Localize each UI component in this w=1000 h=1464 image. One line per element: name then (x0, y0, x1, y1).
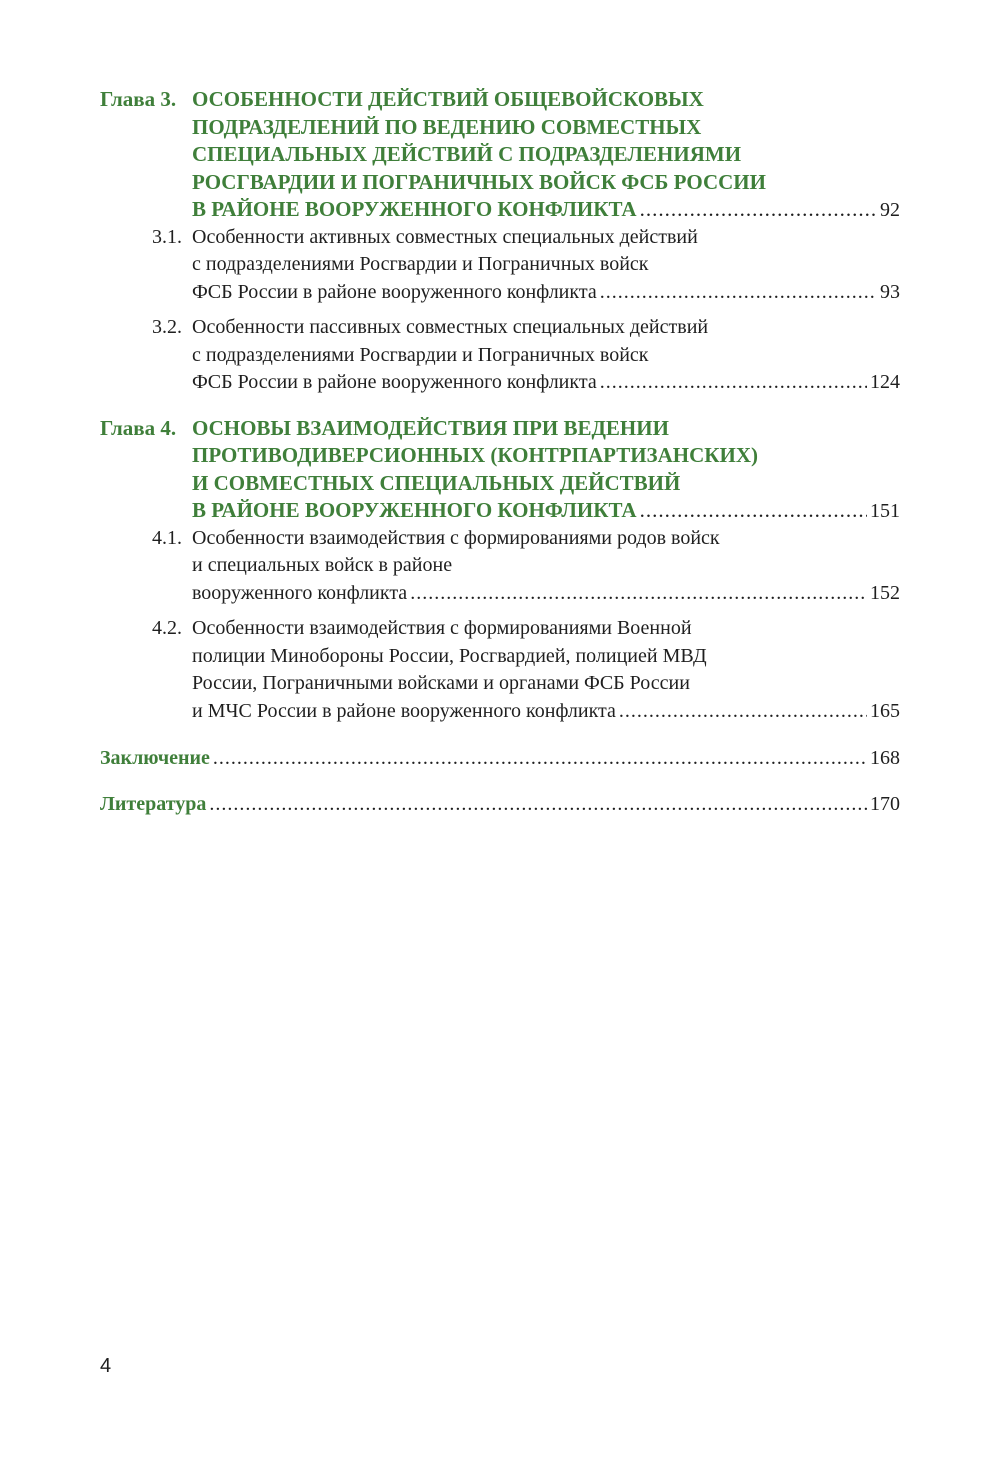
page-ref: 92 (880, 199, 900, 221)
chapter-label: Глава 4. (100, 415, 177, 440)
section-number: 3.2. (152, 316, 182, 338)
toc-chapter-4[interactable] (100, 415, 900, 525)
chapter-title-line: ПРОТИВОДИВЕРСИОННЫХ (КОНТРПАРТИЗАНСКИХ) (192, 443, 759, 467)
section-title-last-line (192, 698, 900, 726)
section-title-line: Особенности взаимодействия с формированиями Военной (192, 617, 692, 639)
toc-section-3-2[interactable] (100, 314, 900, 397)
chapter-title-line: РОСГВАРДИИ И ПОГРАНИЧНЫХ ВОЙСК ФСБ РОССИИ (192, 169, 766, 194)
dot-leader (600, 279, 877, 307)
section-number: 4.1. (152, 526, 182, 549)
section-title-line: вооруженного конфликта (192, 581, 408, 604)
page-ref: 170 (870, 792, 900, 815)
page-ref: 165 (870, 699, 900, 722)
page-ref: 124 (870, 371, 900, 393)
dot-leader (640, 196, 877, 224)
section-title-line: и МЧС России в районе вооруженного конфликта (192, 699, 616, 722)
chapter-title-line: В РАЙОНЕ ВООРУЖЕННОГО КОНФЛИКТА (192, 197, 637, 221)
dot-leader (213, 745, 867, 773)
chapter-title-last-line (192, 196, 900, 224)
section-title (192, 525, 900, 608)
section-title-line: Особенности взаимодействия с формированиями родов войск (192, 526, 720, 549)
dot-leader (640, 497, 867, 525)
chapter-title-line: ОСОБЕННОСТИ ДЕЙСТВИЙ ОБЩЕВОЙСКОВЫХ (192, 87, 704, 111)
section-title-line: Особенности пассивных совместных специальных действий (192, 316, 709, 338)
chapter-title-line: ОСНОВЫ ВЗАИМОДЕЙСТВИЯ ПРИ ВЕДЕНИИ (192, 415, 669, 440)
chapter-title-line: И СОВМЕСТНЫХ СПЕЦИАЛЬНЫХ ДЕЙСТВИЙ (192, 470, 681, 495)
toc-section-3-1[interactable] (100, 224, 900, 307)
dot-leader (600, 369, 867, 397)
section-title-last-line (192, 580, 900, 608)
chapter-label: Глава 3. (100, 87, 177, 111)
section-title (192, 224, 900, 307)
table-of-contents (100, 86, 900, 818)
section-title-line: ФСБ России в районе вооруженного конфликта (192, 280, 597, 303)
section-title-last-line (192, 369, 900, 397)
section-title-line: ФСБ России в районе вооруженного конфликта (192, 371, 597, 393)
toc-conclusion[interactable] (100, 745, 900, 773)
page-ref: 93 (880, 280, 900, 303)
dot-leader (209, 791, 867, 819)
toc-section-4-1[interactable] (100, 525, 900, 608)
page-ref: 151 (870, 500, 900, 522)
page-number: 4 (100, 1355, 112, 1377)
chapter-title-last-line (192, 497, 900, 525)
section-title-line: с подразделениями Росгвардии и Пограничных войск (192, 343, 649, 366)
section-title-last-line (192, 279, 900, 307)
chapter-title-line: СПЕЦИАЛЬНЫХ ДЕЙСТВИЙ С ПОДРАЗДЕЛЕНИЯМИ (192, 142, 742, 166)
page-ref: 168 (870, 747, 900, 769)
literature-label: Литература (100, 792, 207, 815)
section-title (192, 314, 900, 397)
dot-leader (619, 698, 867, 726)
toc-chapter-3[interactable] (100, 86, 900, 224)
section-title (192, 615, 900, 725)
section-title-line: Особенности активных совместных специальных действий (192, 225, 698, 248)
chapter-title-line: В РАЙОНЕ ВООРУЖЕННОГО КОНФЛИКТА (192, 498, 637, 522)
conclusion-label: Заключение (100, 747, 210, 769)
section-number: 4.2. (152, 617, 182, 639)
chapter-title-line: ПОДРАЗДЕЛЕНИЙ ПО ВЕДЕНИЮ СОВМЕСТНЫХ (192, 114, 702, 139)
conclusion-line (100, 745, 900, 773)
toc-literature[interactable] (100, 791, 900, 819)
chapter-title (192, 415, 900, 525)
section-title-line: полиции Минобороны России, Росгвардией, полицией МВД (192, 644, 707, 667)
page-ref: 152 (870, 581, 900, 604)
literature-line (100, 791, 900, 819)
section-title-line: и специальных войск в районе (192, 554, 453, 576)
dot-leader (410, 580, 867, 608)
section-number: 3.1. (152, 225, 182, 248)
section-title-line: с подразделениями Росгвардии и Пограничных войск (192, 253, 649, 275)
section-title-line: России, Пограничными войсками и органами ФСБ России (192, 672, 690, 694)
toc-section-4-2[interactable] (100, 615, 900, 725)
chapter-title (192, 86, 900, 224)
